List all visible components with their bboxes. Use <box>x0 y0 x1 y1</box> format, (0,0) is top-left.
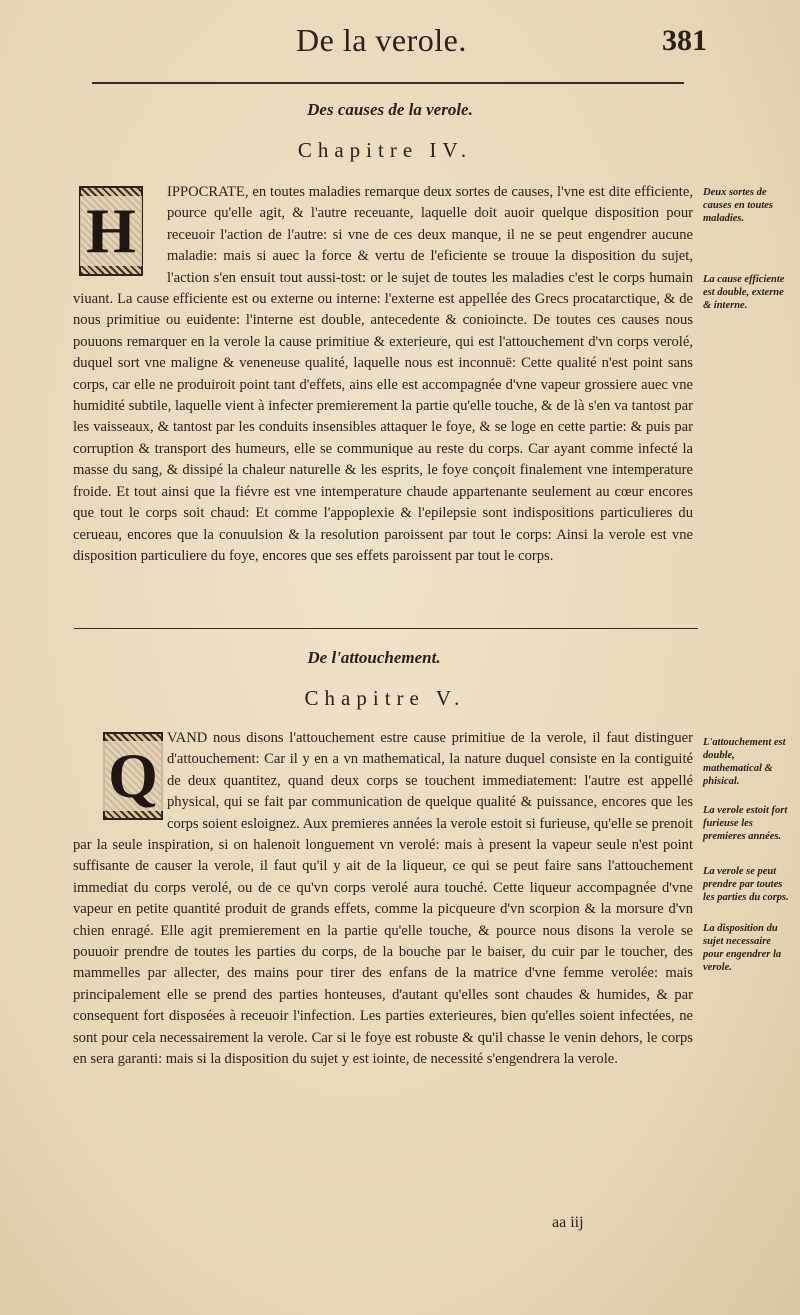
header-rule <box>92 82 684 84</box>
running-head <box>0 22 800 62</box>
section-heading-causes: Des causes de la verole. <box>307 100 473 119</box>
margin-note: La cause efficiente est double, externe & interne. <box>703 274 785 311</box>
margin-note: Deux sortes de causes en toutes maladies. <box>703 187 774 224</box>
initial-spacer <box>73 182 167 278</box>
decorated-initial-h: H <box>79 186 143 276</box>
page-number: 381 <box>662 24 707 57</box>
chapter-heading-iv: Chapitre IV. <box>297 138 473 162</box>
chapter-iv-paragraph: IPPOCRATE, en toutes maladies remarque deux sortes de causes, l'vne est dite efficiente, pource qu'elle agit, & l'autre receuante, laquelle doit auoir quelque disposition pour receuoir l'action de l'autre: si vne de ces deux manque, il ne se peut engendrer aucune maladie: mais si auec la force & vertu de l'eficiente se trouue la disposition du sujet, l'action s'en ensuit tout aussi-tost: or le sujet de toutes les maladies c'est le corps humain viuant. La cause efficiente est ou externe ou interne: l'externe est appellée des Grecs procatarctique, & de nous primitiue ou euidente: l'interne est double, antecedente & conioincte. De toutes ces causes nous pouuons remarquer en la verole la cause primitiue & exterieure, qui est l'attouchement d'vn corps verolé, duquel sort vne maligne & veneneuse qualité, laquelle nous est inconnuë: Cette qualité n'est point sans corps, car elle ne produiroit point tant d'effets, ains elle est accompagnée d'vne vapeur grossiere auec vne humidité subtile, laquelle vient à infecter premierement la partie qu'elle touche, & de là s'en va tantost par les vaisseaux, & tantost par les conduits insensibles attaquer le foye, & se loge en cette partie: & puis par corruption & transport des humeurs, elle se communique au reste du corps. Car ayant comme infecté la masse du sang, & dissipé la chaleur naturelle & les esprits, le foye conçoit finalement vne intemperature froide. Et tout ainsi que la fiévre est vne intemperature chaude appartenante seulement au cœur encores que tout le corps soit chaud: Et comme l'appoplexie & l'epilepsie sont indispositions particulieres du cerueau, encores que la conuulsion & la resolution paroissent par tout le corps: Ainsi la verole est vne disposition particuliere du foye, encores que ses effets paroissent par tout le corps. <box>73 184 693 564</box>
margin-note: La disposition du sujet necessaire pour engendrer la verole. <box>703 923 782 973</box>
chapter-v-body <box>73 728 693 1071</box>
decorated-initial-q: Q <box>103 732 163 820</box>
running-title: De la verole. <box>296 22 467 58</box>
signature-mark: aa iij <box>552 1214 584 1231</box>
margin-note: La verole se peut prendre par toutes les parties du corps. <box>703 866 789 903</box>
chapter-heading-v: Chapitre V. <box>304 686 466 710</box>
section-divider-rule <box>74 628 698 629</box>
chapter-iv-margin-notes <box>703 186 791 322</box>
initial-spacer <box>73 728 167 824</box>
margin-note: La verole estoit fort furieuse les premieres années. <box>703 805 788 842</box>
margin-note: L'attouchement est double, mathematical & phisical. <box>703 737 786 787</box>
section-heading-attouchement: De l'attouchement. <box>307 648 441 667</box>
chapter-iv-body <box>73 182 693 567</box>
chapter-v-paragraph: VAND nous disons l'attouchement estre cause primitiue de la verole, il faut distinguer d'attouchement: Car il y en a vn mathematical, la nature duquel consiste en la contiguité de deux quantitez, quand deux corps se touchent immediatement: l'autre est appellé physical, qui se fait par communication de quelque qualité & puissance, encores que les corps soient esloignez. Aux premieres années la verole estoit si furieuse, qu'elle se prenoit par la seule inspiration, si on halenoit longuement vn verolé: mais à present la vapeur seule n'est point suffisante de causer la verole, il faut qu'il y ait de la liqueur, ce qui se peut faire sans l'attouchement immediat du corps verolé, ou de ce qu'vn corps verolé aura touché. Cette liqueur accompagnée d'vne vapeur en petite quantité produit de grands effets, comme la picqueure d'vn scorpion & la morsure d'vn chien enragé. Elle agit premierement en la partie qu'elle touche, & pource nous disons la verole se pouuoir prendre de toutes les parties du corps, de la bouche par le baiser, du cuir par le toucher, des mammelles par allecter, des mains pour tirer des enfans de la matrice d'vne femme verolée: mais principalement elle se prend des parties honteuses, d'autant qu'elles sont chaudes & humides, & par consequent fort disposées à receuoir l'infection. Les parties exterieures, bien qu'elles soient infectées, ne sont pour cela necessairement la verole. Car si le foye est robuste & qu'il chasse le venin dehors, le corps en sera garanti: mais si la disposition du sujet y est iointe, de necessité s'engendrera la verole. <box>73 730 693 1068</box>
chapter-v-margin-notes <box>703 736 791 984</box>
